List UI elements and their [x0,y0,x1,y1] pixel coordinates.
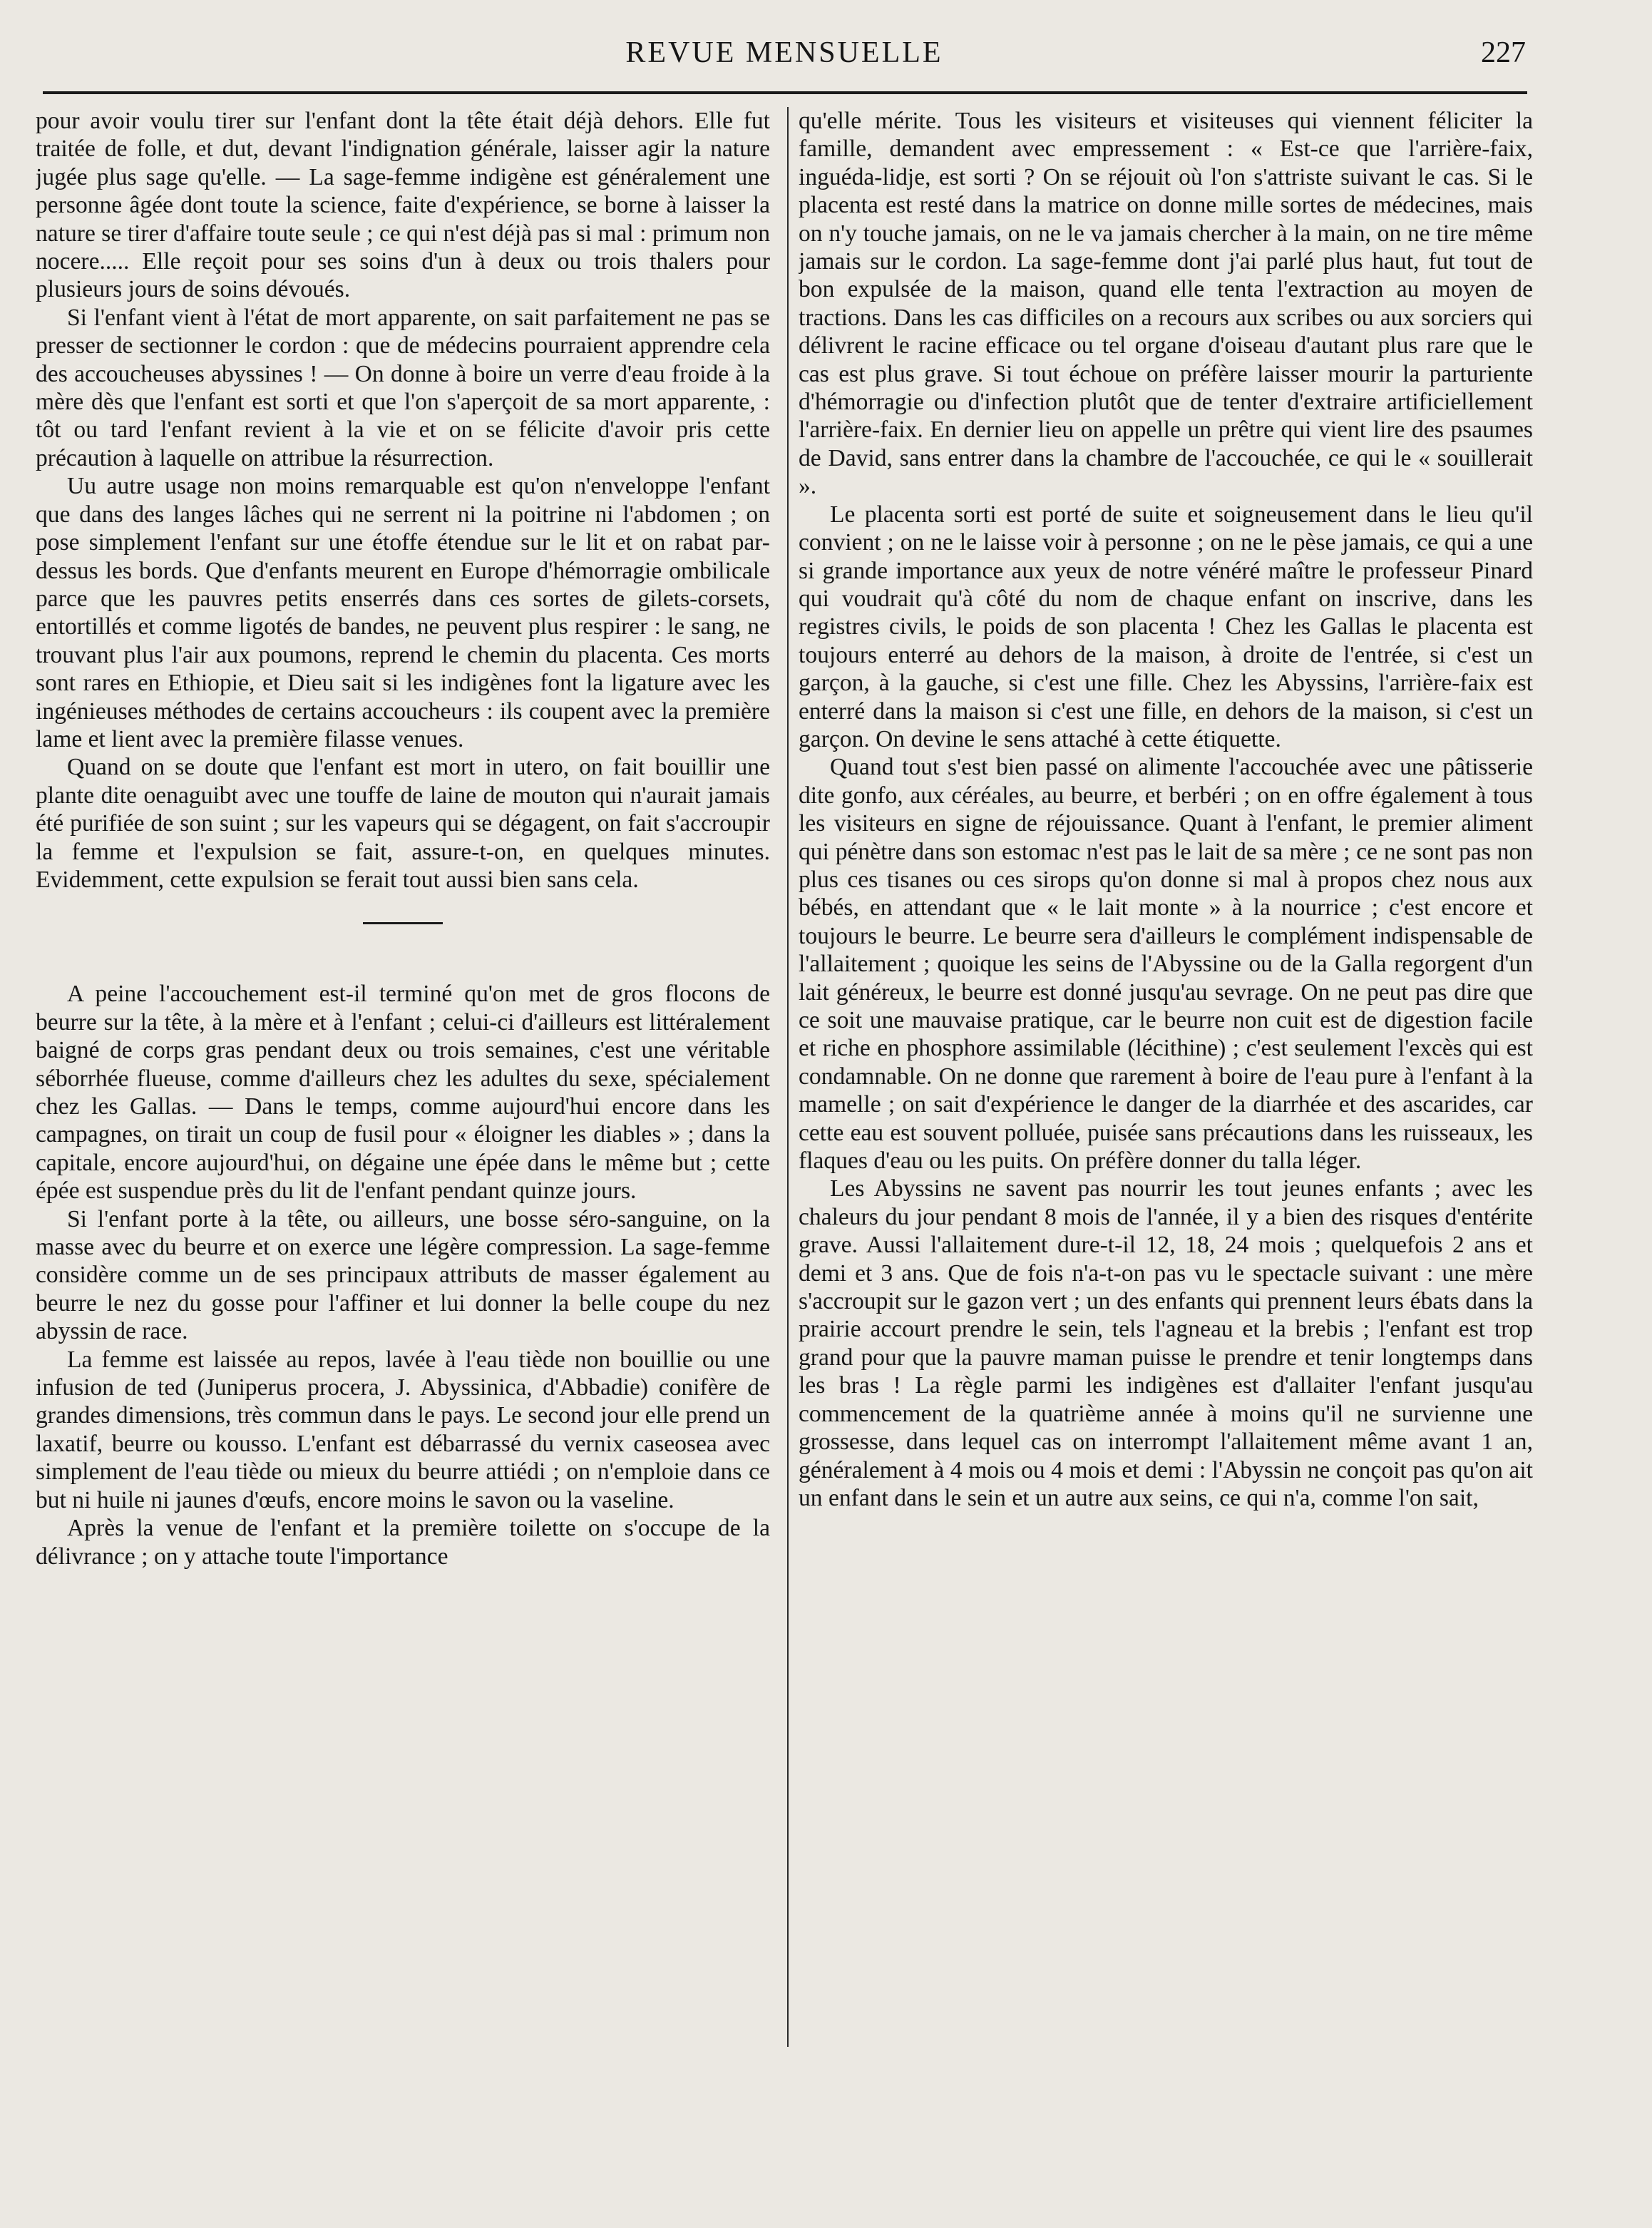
page-number: 227 [1481,36,1526,69]
left-column [36,107,770,2218]
right-column [799,107,1533,2218]
page-header [43,31,1526,81]
section-separator [363,922,443,924]
paragraph: A peine l'accouchement est-il terminé qu'on met de gros flocons de beurre sur la tête, à la mère et à l'enfant ; celui-ci d'ailleurs est littéralement baigné de corps gras pendant deux ou trois semaines, c'est une véritable séborrhée flueuse, comme d'ailleurs chez les adultes du sexe, spécialement chez les Gallas. — Dans le temps, comme aujourd'hui encore dans les campagnes, on tirait un coup de fusil pour « éloigner les diables » ; dans la capitale, encore aujourd'hui, on dégaine une épée dans le même but ; cette épée est suspendue près du lit de l'enfant pendant quinze jours. [36,981,770,1205]
column-divider [787,107,789,2047]
paragraph: Quand tout s'est bien passé on alimente l'accouchée avec une pâtisserie dite gonfo, aux céréales, au beurre, et berbéri ; on en offre également à tous les visiteurs en signe de réjouissance. Quant à l'enfant, le premier aliment qui pénètre dans son estomac n'est pas le lait de sa mère ; ce ne sont pas non plus ces tisanes ou ces sirops qu'on donne si mal à propos chez nous aux bébés, en attendant que « le lait monte » à la nourrice ; c'est encore et toujours le beurre. Le beurre sera d'ailleurs le complément indispensable de l'allaitement ; quoique les seins de l'Abyssine ou de la Galla regorgent d'un lait généreux, le beurre est donné jusqu'au sevrage. On ne peut pas dire que ce soit une mauvaise pratique, car le beurre non cuit est de digestion facile et riche en phosphore assimilable (lécithine) ; c'est seulement l'excès qui est condamnable. On ne donne que rarement à boire de l'eau pure à l'enfant à la mamelle ; on sait d'expérience le danger de la diarrhée et des ascarides, car cette eau est souvent polluée, puisée sans précautions dans les ruisseaux, les flaques d'eau ou les puits. On préfère donner du talla léger. [799,754,1533,1175]
paragraph: qu'elle mérite. Tous les visiteurs et visiteuses qui viennent féliciter la famille, demandent avec empressement : « Est-ce que l'arrière-faix, inguéda-lidje, est sorti ? On se réjouit où l'on s'attriste suivant le cas. Si le placenta est resté dans la matrice on donne mille sortes de médecines, mais on n'y touche jamais, on ne le va jamais chercher à la main, on ne tire même jamais sur le cordon. La sage-femme dont j'ai parlé plus haut, fut tout de bon expulsée de la maison, quand elle tenta l'extraction au moyen de tractions. Dans les cas difficiles on a recours aux scribes ou aux sorciers qui délivrent le racine efficace ou tel organe d'oiseau d'autant plus rare que le cas est plus grave. Si tout échoue on préfère laisser mourir la parturiente d'hémorragie ou d'infection plutôt que de tenter d'extraire artificiellement l'arrière-faix. En dernier lieu on appelle un prêtre qui vient lire des psaumes de David, sans entrer dans la chambre de l'accouchée, ce qui le « souillerait ». [799,108,1533,500]
paragraph: La femme est laissée au repos, lavée à l'eau tiède non bouillie ou une infusion de ted (Juniperus procera, J. Abyssinica, d'Abbadie) conifère de grandes dimensions, très commun dans le pays. Le second jour elle prend un laxatif, beurre ou kousso. L'enfant est débarrassé du vernix caseosea avec simplement de l'eau tiède ou mieux du beurre attiédi ; on n'emploie dans ce but ni huile ni jaunes d'œufs, encore moins le savon ou la vaseline. [36,1346,770,1513]
paragraph: Après la venue de l'enfant et la première toilette on s'occupe de la délivrance ; on y attache toute l'importance [36,1515,770,1570]
running-title: REVUE MENSUELLE [625,36,943,69]
paragraph: Le placenta sorti est porté de suite et soigneusement dans le lieu qu'il convient ; on ne le laisse voir à personne ; on ne le pèse jamais, ce qui a une si grande importance aux yeux de notre vénéré maître le professeur Pinard qui voudrait qu'à côté du nom de chaque enfant on inscrive, dans les registres civils, le poids de son placenta ! Chez les Gallas le placenta est toujours enterré au dehors de la maison, à droite de l'entrée, si c'est un garçon, à la gauche, si c'est une fille. Chez les Abyssins, l'arrière-faix est enterré dans la maison si c'est une fille, en dehors de la maison, si c'est un garçon. On devine le sens attaché à cette étiquette. [799,501,1533,752]
paragraph: Si l'enfant porte à la tête, ou ailleurs, une bosse séro-sanguine, on la masse avec du beurre et on exerce une légère compression. La sage-femme considère comme un de ses principaux attributs de masser également au beurre le nez du gosse pour l'affiner et lui donner la belle coupe du nez abyssin de race. [36,1205,770,1345]
paragraph: Si l'enfant vient à l'état de mort apparente, on sait parfaitement ne pas se presser de sectionner le cordon : que de médecins pourraient apprendre cela des accoucheuses abyssines ! — On donne à boire un verre d'eau froide à la mère dès que l'enfant est sorti et que l'on s'aperçoit de sa mort apparente, : tôt ou tard l'enfant revient à la vie et on se félicite d'avoir pris cette précaution à laquelle on attribue la résurrection. [36,304,770,471]
header-rule [43,91,1527,94]
paragraph: pour avoir voulu tirer sur l'enfant dont la tête était déjà dehors. Elle fut traitée de folle, et dut, devant l'indignation générale, laisser agir la nature jugée plus sage qu'elle. — La sage-femme indigène est généralement une personne âgée dont toute la science, faite d'expérience, se borne à laisser la nature se tirer d'affaire toute seule ; ce qui n'est déjà pas si mal : primum non nocere..... Elle reçoit pour ses soins d'un à deux ou trois thalers pour plusieurs jours de soins dévoués. [36,108,770,303]
paragraph: Les Abyssins ne savent pas nourrir les tout jeunes enfants ; avec les chaleurs du jour pendant 8 mois de l'année, il y a bien des risques d'entérite grave. Aussi l'allaitement dure-t-il 12, 18, 24 mois ; quelquefois 2 ans et demi et 3 ans. Que de fois n'a-t-on pas vu le spectacle suivant : une mère s'accroupit sur le gazon vert ; un des enfants qui prennent leurs ébats dans la prairie accourt prendre le sein, tels l'agneau et la brebis ; l'enfant est trop grand pour que la pauvre maman puisse le prendre et tenir longtemps dans les bras ! La règle parmi les indigènes est d'allaiter l'enfant jusqu'au commencement de la quatrième année à moins qu'il ne survienne une grossesse, dans lequel cas on interrompt l'allaitement même avant 1 an, généralement à 4 mois ou 4 mois et demi : l'Abyssin ne conçoit pas qu'on ait un enfant dans le sein et un autre aux seins, ce qui n'a, comme l'on sait, [799,1175,1533,1511]
paragraph: Quand on se doute que l'enfant est mort in utero, on fait bouillir une plante dite oenaguibt avec une touffe de laine de mouton qui n'aurait jamais été purifiée de son suint ; sur les vapeurs qui se dégagent, on fait s'accroupir la femme et l'expulsion se fait, assure-t-on, en quelques minutes. Evidemment, cette expulsion se ferait tout aussi bien sans cela. [36,754,770,893]
paragraph: Uu autre usage non moins remarquable est qu'on n'enveloppe l'enfant que dans des langes lâches qui ne serrent ni la poitrine ni l'abdomen ; on pose simplement l'enfant sur une étoffe étendue sur le lit et on rabat par-dessus les bords. Que d'enfants meurent en Europe d'hémorragie ombilicale parce que les pauvres petits enserrés dans ces sortes de gilets-corsets, entortillés et comme ligotés de bandes, ne peuvent plus respirer : le sang, ne trouvant plus l'air aux poumons, reprend le chemin du placenta. Ces morts sont rares en Ethiopie, et Dieu sait si les indigènes font la ligature avec les ingénieuses méthodes de certains accoucheurs : ils coupent avec la première lame et lient avec la première filasse venues. [36,473,770,752]
